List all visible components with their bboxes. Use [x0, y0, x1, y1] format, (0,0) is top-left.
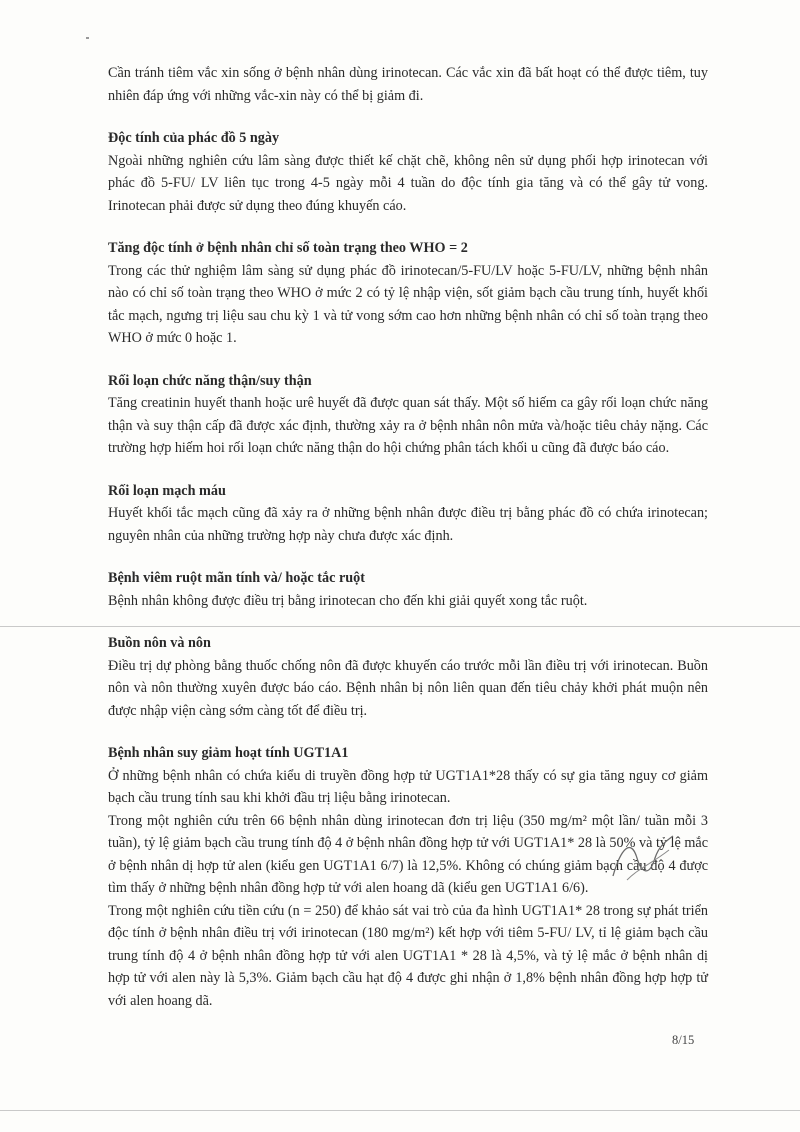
section-heading: Bệnh nhân suy giảm hoạt tính UGT1A1 — [108, 745, 349, 761]
paragraph: Trong một nghiên cứu tiền cứu (n = 250) để khảo sát vai trò của đa hình UGT1A1* 28 trong sự phát triển độc tính ở bệnh nhân điều trị với irinotecan (180 mg/m²) kết hợp với tiêm 5-FU/ LV, tỉ lệ giảm bạch cầu trung tính độ 4 ở bệnh nhân đồng hợp tử với alen UGT1A1 * 28 là 4,5%, và tỷ lệ mắc ở bệnh nhân dị hợp tử với alen này là 5,3%. Giảm bạch cầu hạt độ 4 được ghi nhận ở 1,8% bệnh nhân đồng hợp hợp tử với alen hoang dã. — [108, 902, 708, 1009]
paragraph: Cần tránh tiêm vắc xin sống ở bệnh nhân dùng irinotecan. Các vắc xin đã bất hoạt có thể được tiêm, tuy nhiên đáp ứng với những vắc-xin này có thể bị giảm đi. — [108, 65, 708, 104]
section-heading: Buồn nôn và nôn — [108, 635, 211, 651]
page-number: 8/15 — [672, 1033, 695, 1047]
section-vascular — [108, 480, 708, 548]
section-nausea — [108, 632, 708, 722]
paragraph: Trong các thử nghiệm lâm sàng sử dụng phác đồ irinotecan/5-FU/LV hoặc 5-FU/LV, những bệnh nhân nào có chỉ số toàn trạng theo WHO ở mức 2 có tỷ lệ nhập viện, sốt giảm bạch cầu trung tính, huyết khối tắc mạch, ngưng trị liệu sau chu kỳ 1 và tử vong sớm cao hơn những bệnh nhân có chỉ số toàn trạng theo WHO ở mức 0 hoặc 1. — [108, 262, 708, 346]
paragraph: Bệnh nhân không được điều trị bằng irinotecan cho đến khi giải quyết xong tắc ruột. — [108, 592, 588, 609]
section-who-performance — [108, 237, 708, 350]
scan-fold-line-bottom — [0, 1110, 800, 1111]
scan-speck — [86, 37, 89, 39]
paragraph: Ngoài những nghiên cứu lâm sàng được thiết kế chặt chẽ, không nên sử dụng phối hợp irinotecan với phác đồ 5-FU/ LV liên tục trong 4-5 ngày mỗi 4 tuần do độc tính gia tăng và có thể gây tử vong. Irinotecan phải được sử dụng theo đúng khuyến cáo. — [108, 152, 708, 214]
paragraph: Trong một nghiên cứu trên 66 bệnh nhân dùng irinotecan đơn trị liệu (350 mg/m² một lần/ tuần mỗi 3 tuần), tỷ lệ giảm bạch cầu trung tính độ 4 ở bệnh nhân đồng hợp tử với UGT1A1* 28 là 50% và tỷ lệ mắc ở bệnh nhân dị hợp tử alen (kiểu gen UGT1A1 6/7) là 12,5%. Không có chúng giảm bạch cầu độ 4 được tìm thấy ở những bệnh nhân đồng hợp tử với alen hoang dã (kiểu gen UGT1A1 6/6). — [108, 812, 708, 896]
section-renal — [108, 370, 708, 460]
section-heading: Độc tính của phác đồ 5 ngày — [108, 130, 280, 146]
section-5-day-regimen — [108, 127, 708, 217]
paragraph: Tăng creatinin huyết thanh hoặc urê huyết đã được quan sát thấy. Một số hiếm ca gây rối loạn chức năng thận và suy thận cấp đã được xác định, thường xảy ra ở bệnh nhân nôn mửa và/hoặc tiêu chảy nặng. Các trường hợp hiếm hoi rối loạn chức năng thận do hội chứng phân tách khối u cũng đã được báo cáo. — [108, 395, 708, 456]
section-heading: Rối loạn mạch máu — [108, 482, 226, 499]
section-bowel — [108, 567, 708, 612]
section-heading: Tăng độc tính ở bệnh nhân chỉ số toàn trạng theo WHO = 2 — [108, 240, 468, 256]
paragraph: Điều trị dự phòng bằng thuốc chống nôn đã được khuyến cáo trước mỗi lần điều trị với irinotecan. Buồn nôn và nôn thường xuyên được báo cáo. Bệnh nhân bị nôn liên quan đến tiêu chảy khởi phát muộn nên được nhập viện càng sớm càng tốt để điều trị. — [108, 657, 708, 719]
paragraph: Huyết khối tắc mạch cũng đã xảy ra ở những bệnh nhân được điều trị bằng phác đồ có chứa irinotecan; nguyên nhân của những trường hợp này chưa được xác định. — [108, 505, 708, 544]
paragraph: Ở những bệnh nhân có chứa kiểu di truyền đồng hợp tử UGT1A1*28 thấy có sự gia tăng nguy cơ giảm bạch cầu trung tính sau khi khởi đầu trị liệu bằng irinotecan. — [108, 767, 708, 806]
section-heading: Rối loạn chức năng thận/suy thận — [108, 372, 312, 389]
section-live-vaccines — [108, 62, 708, 107]
handwritten-initials-icon — [603, 828, 683, 888]
section-heading: Bệnh viêm ruột mãn tính và/ hoặc tắc ruột — [108, 570, 365, 586]
